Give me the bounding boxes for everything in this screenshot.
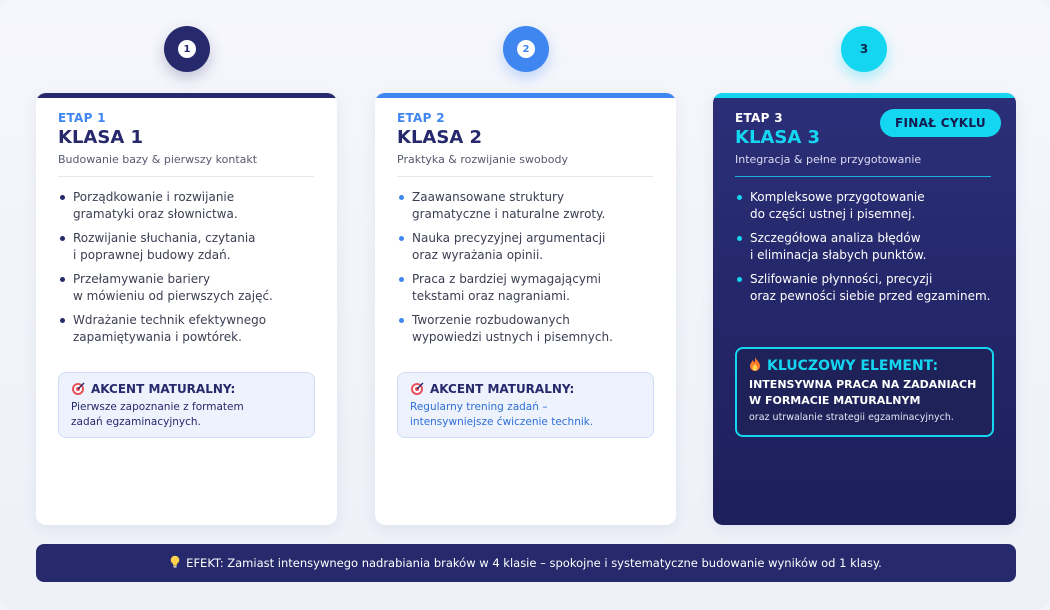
bullet-icon [399, 236, 404, 241]
accent-header [71, 382, 302, 396]
class-title: KLASA 2 [397, 127, 483, 148]
effect-text: EFEKT: Zamiast intensywnego nadrabiania braków w 4 klasie – spokojne i systematyczne budowanie wyników od 1 klasy. [186, 556, 882, 570]
bullet-icon [60, 318, 65, 323]
point-line: w mówieniu od pierwszych zajęć. [73, 289, 273, 303]
class-title: KLASA 1 [58, 127, 144, 148]
point-line: Praca z bardziej wymagającymi [412, 272, 602, 286]
accent-box [58, 372, 315, 438]
accent-line: zadań egzaminacyjnych. [71, 416, 201, 428]
bullet-icon [60, 236, 65, 241]
point-list [397, 189, 657, 353]
point-line: Przełamywanie bariery [73, 272, 211, 286]
effect-banner [36, 544, 1016, 582]
stage-label: ETAP 2 [397, 111, 445, 125]
step-2-badge [503, 26, 549, 72]
list-item [735, 189, 995, 223]
bullet-icon [60, 195, 65, 200]
card-top-bar [375, 93, 676, 98]
bullet-icon [399, 277, 404, 282]
card-top-bar [713, 93, 1016, 98]
point-line: Nauka precyzyjnej argumentacji [412, 231, 606, 245]
divider [397, 176, 653, 177]
point-line: Rozwijanie słuchania, czytania [73, 231, 256, 245]
class-title: KLASA 3 [735, 127, 821, 148]
accent-title: AKCENT MATURALNY: [91, 382, 236, 396]
list-item [735, 271, 995, 305]
list-item [58, 230, 318, 264]
accent-text [410, 400, 641, 430]
key-lead [749, 377, 980, 409]
accent-line: Pierwsze zapoznanie z formatem [71, 401, 244, 413]
point-line: Zaawansowane struktury [412, 190, 565, 204]
list-item [58, 189, 318, 223]
point-line: gramatyki oraz słownictwa. [73, 207, 238, 221]
stage-subtitle: Integracja & pełne przygotowanie [735, 153, 922, 166]
step-1-number: 1 [178, 40, 196, 58]
point-line: i poprawnej budowy zdań. [73, 248, 231, 262]
bullet-icon [737, 236, 742, 241]
point-line: tekstami oraz nagraniami. [412, 289, 570, 303]
step-3-number: 3 [859, 42, 869, 56]
point-line: do części ustnej i pisemnej. [750, 207, 916, 221]
step-3-badge [841, 26, 887, 72]
point-list [735, 189, 995, 312]
list-item [397, 230, 657, 264]
point-line: zapamiętywania i powtórek. [73, 330, 242, 344]
accent-header [410, 382, 641, 396]
stage-subtitle: Budowanie bazy & pierwszy kontakt [58, 153, 258, 166]
point-line: Wdrażanie technik efektywnego [73, 313, 267, 327]
step-1-badge [164, 26, 210, 72]
point-line: gramatyczne i naturalne zwroty. [412, 207, 606, 221]
accent-title: AKCENT MATURALNY: [430, 382, 575, 396]
key-element-box [735, 347, 994, 437]
key-lead-line: INTENSYWNA PRACA NA ZADANIACH [749, 378, 977, 391]
stage-label: ETAP 3 [735, 111, 783, 125]
accent-text [71, 400, 302, 430]
stage-card-1 [36, 93, 337, 525]
key-note: oraz utrwalanie strategii egzaminacyjnych. [749, 412, 954, 423]
lightbulb-icon [170, 555, 180, 571]
point-line: Szlifowanie płynności, precyzji [750, 272, 933, 286]
list-item [58, 271, 318, 305]
divider [735, 176, 991, 177]
target-icon [71, 382, 85, 396]
key-header [749, 357, 980, 375]
point-line: oraz pewności siebie przed egzaminem. [750, 289, 991, 303]
key-title: KLUCZOWY ELEMENT: [767, 358, 939, 374]
point-line: wypowiedzi ustnych i pisemnych. [412, 330, 613, 344]
list-item [58, 312, 318, 346]
point-line: Kompleksowe przygotowanie [750, 190, 925, 204]
stage-subtitle: Praktyka & rozwijanie swobody [397, 153, 568, 166]
point-line: Porządkowanie i rozwijanie [73, 190, 235, 204]
list-item [735, 230, 995, 264]
stage-card-3 [713, 93, 1016, 525]
bullet-icon [399, 195, 404, 200]
bullet-icon [60, 277, 65, 282]
point-line: Tworzenie rozbudowanych [412, 313, 570, 327]
final-cycle-badge: FINAŁ CYKLU [880, 109, 1001, 137]
bullet-icon [399, 318, 404, 323]
accent-line: Regularny trening zadań – [410, 401, 548, 413]
card-top-bar [36, 93, 337, 98]
stage-label: ETAP 1 [58, 111, 106, 125]
list-item [397, 312, 657, 346]
point-list [58, 189, 318, 353]
accent-line: intensywniejsze ćwiczenie technik. [410, 416, 594, 428]
step-2-number: 2 [517, 40, 535, 58]
fire-icon [749, 357, 761, 375]
divider [58, 176, 314, 177]
bullet-icon [737, 195, 742, 200]
key-lead-line: W FORMACIE MATURALNYM [749, 394, 921, 407]
list-item [397, 189, 657, 223]
point-line: oraz wyrażania opinii. [412, 248, 544, 262]
bullet-icon [737, 277, 742, 282]
point-line: i eliminacja słabych punktów. [750, 248, 927, 262]
target-icon [410, 382, 424, 396]
stage-card-2 [375, 93, 676, 525]
list-item [397, 271, 657, 305]
point-line: Szczegółowa analiza błędów [750, 231, 921, 245]
accent-box [397, 372, 654, 438]
